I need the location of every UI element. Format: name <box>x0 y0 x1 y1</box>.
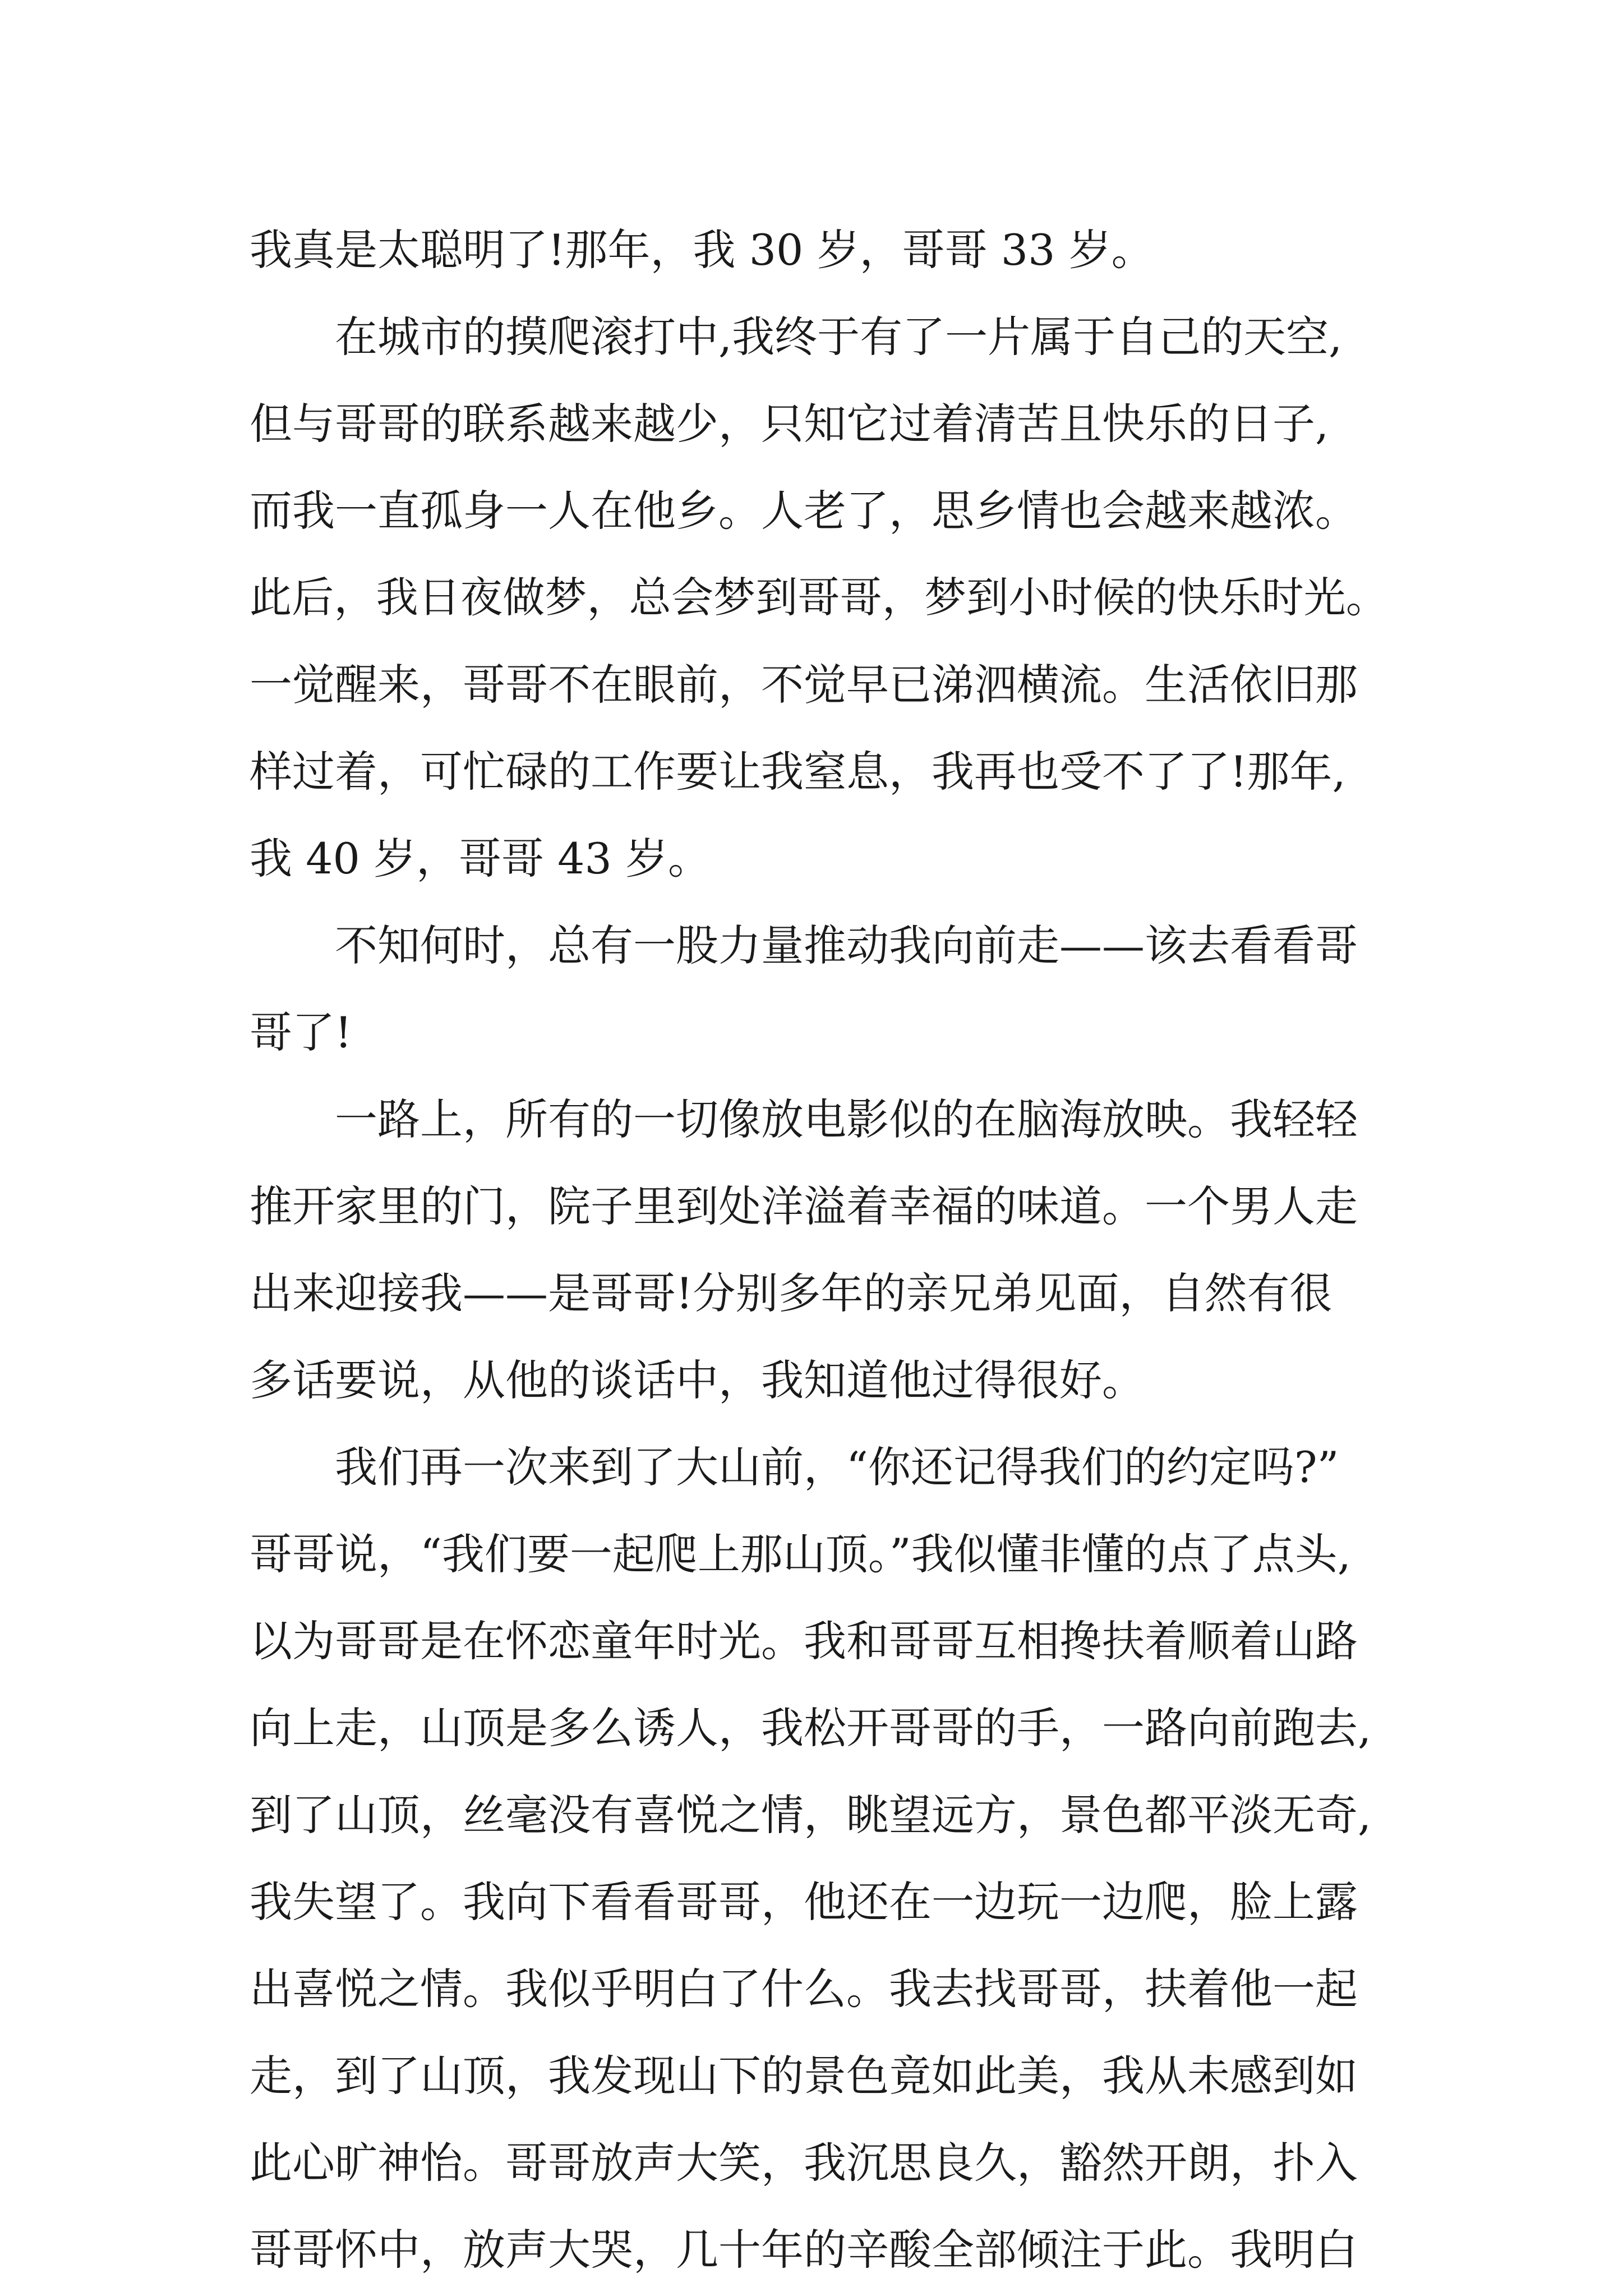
text-line: 我真是太聪明了!那年，我 30 岁，哥哥 33 岁。 <box>250 225 1154 275</box>
text-line: 样过着，可忙碌的工作要让我窒息，我再也受不了了!那年, <box>250 747 1346 797</box>
text-line: 但与哥哥的联系越来越少，只知它过着清苦且快乐的日子, <box>250 399 1329 449</box>
text-line: 而我一直孤身一人在他乡。人老了，思乡情也会越来越浓。 <box>250 486 1358 536</box>
text-line: 到了山顶，丝毫没有喜悦之情，眺望远方，景色都平淡无奇, <box>250 1790 1372 1840</box>
text-line: 哥哥怀中，放声大哭，几十年的辛酸全部倾注于此。我明白 <box>250 2225 1358 2275</box>
text-line: 出喜悦之情。我似乎明白了什么。我去找哥哥，扶着他一起 <box>250 1964 1358 2014</box>
text-line: 我 40 岁，哥哥 43 岁。 <box>250 834 711 884</box>
text-line: 哥了! <box>250 1007 352 1057</box>
text-line: 哥哥说，“我们要一起爬上那山顶。”我似懂非懂的点了点头, <box>250 1529 1351 1579</box>
text-line: 不知何时，总有一股力量推动我向前走——该去看看哥 <box>335 921 1358 970</box>
text-line: 向上走，山顶是多么诱人，我松开哥哥的手，一路向前跑去, <box>250 1703 1372 1753</box>
text-line: 出来迎接我——是哥哥!分别多年的亲兄弟见面，自然有很 <box>250 1268 1332 1318</box>
text-line: 一路上，所有的一切像放电影似的在脑海放映。我轻轻 <box>335 1094 1358 1144</box>
text-line: 走，到了山顶，我发现山下的景色竟如此美，我从未感到如 <box>250 2051 1358 2101</box>
text-line: 我们再一次来到了大山前，“你还记得我们的约定吗?” <box>335 1442 1339 1492</box>
body-text <box>250 206 1388 2293</box>
text-line: 以为哥哥是在怀恋童年时光。我和哥哥互相搀扶着顺着山路 <box>250 1616 1358 1666</box>
text-line: 在城市的摸爬滚打中,我终于有了一片属于自己的天空, <box>335 312 1343 362</box>
text-line: 我失望了。我向下看看哥哥，他还在一边玩一边爬，脸上露 <box>250 1877 1358 1927</box>
text-line: 此后，我日夜做梦，总会梦到哥哥，梦到小时候的快乐时光。 <box>250 573 1389 622</box>
text-line: 一觉醒来，哥哥不在眼前，不觉早已涕泗横流。生活依旧那 <box>250 660 1358 710</box>
text-line: 此心旷神怡。哥哥放声大笑，我沉思良久，豁然开朗，扑入 <box>250 2138 1358 2188</box>
text-line: 多话要说，从他的谈话中，我知道他过得很好。 <box>250 1355 1145 1405</box>
text-line: 推开家里的门，院子里到处洋溢着幸福的味道。一个男人走 <box>250 1181 1358 1231</box>
